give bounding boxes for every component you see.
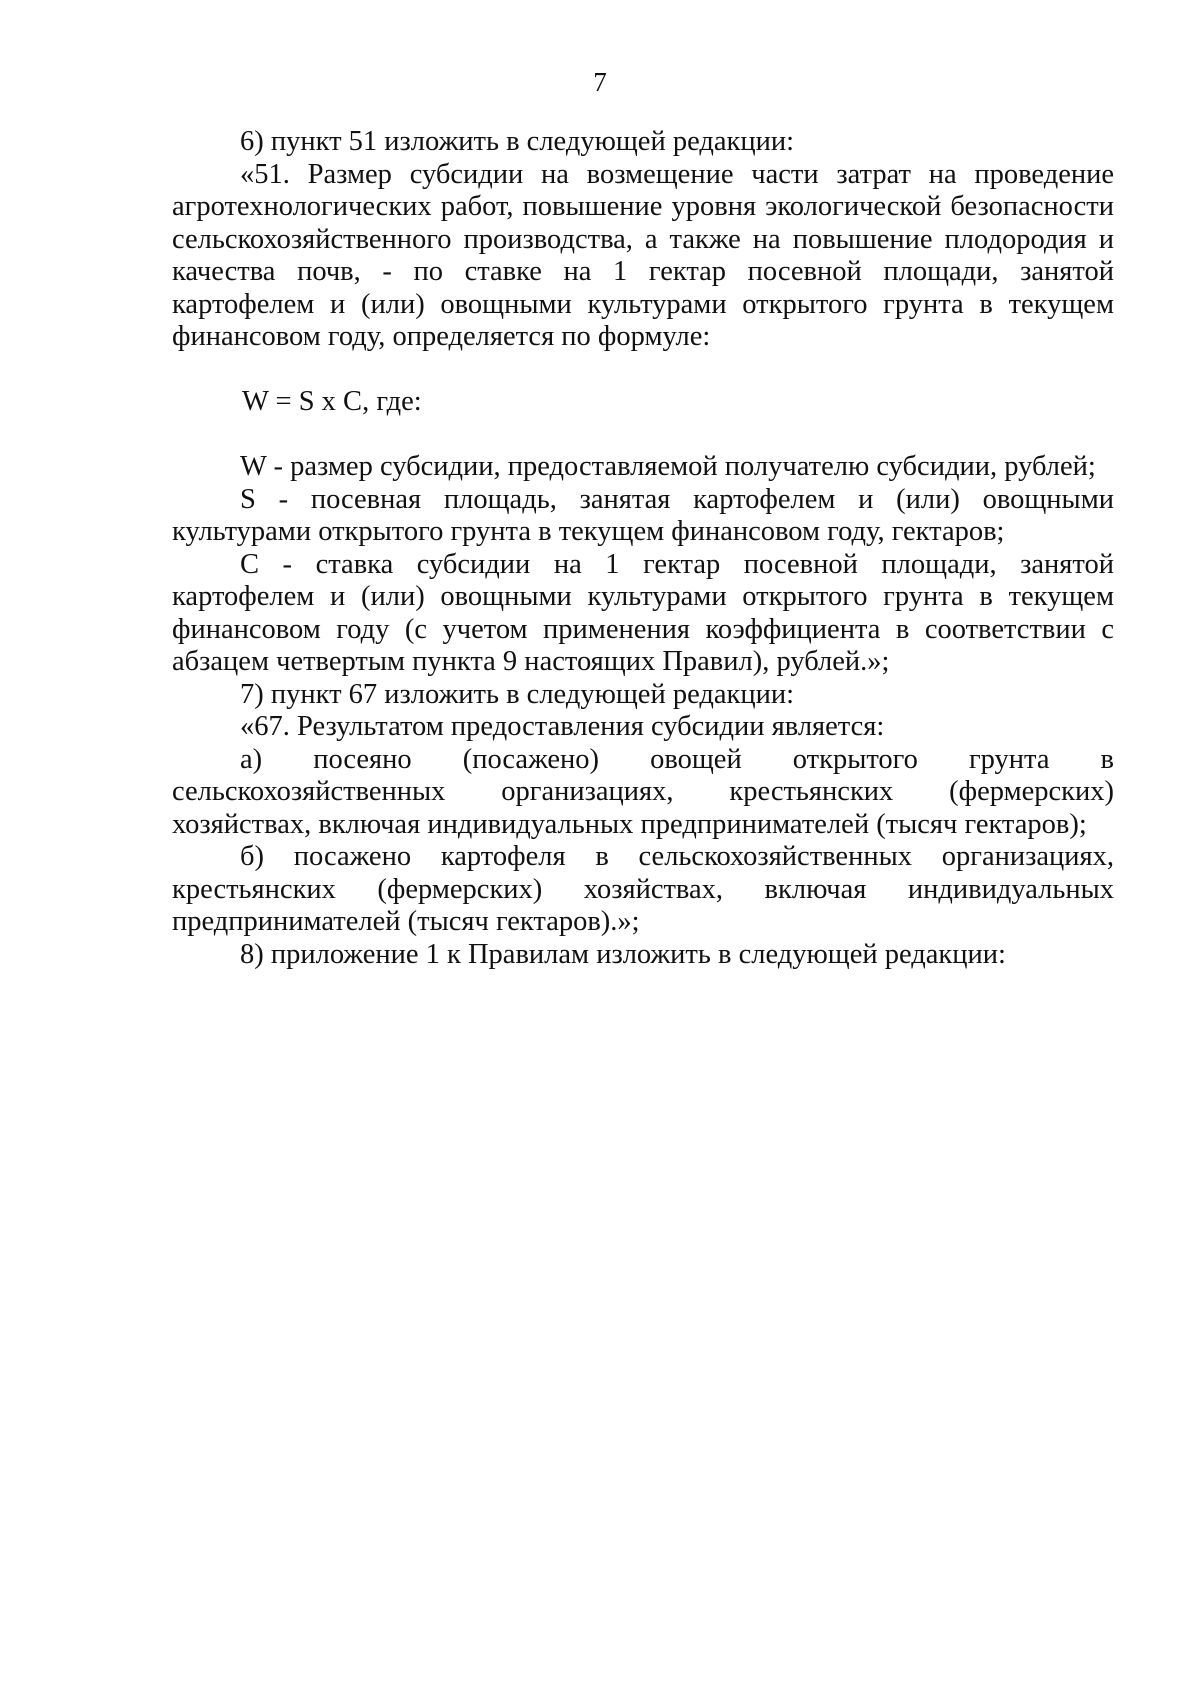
paragraph-clause-51: «51. Размер субсидии на возмещение части затрат на проведение агротехнологических работ, повышение уровня экологической безопасности сельскохозяйственного производства, а также на повышение плодородия и качества почв, - по ставке на 1 гектар посевной площади, занятой картофелем и (или) овощными культурами открытого грунта в текущем финансовом году, определяется по формуле: <box>172 158 1114 352</box>
paragraph-item-6: 6) пункт 51 изложить в следующей редакции: <box>240 126 795 157</box>
page-number: 7 <box>593 67 607 97</box>
definition-w: W - размер субсидии, предоставляемой получателю субсидии, рублей; <box>240 451 1096 482</box>
formula: W = S x C, где: <box>242 385 422 417</box>
definition-s: S - посевная площадь, занятая картофелем и (или) овощными культурами открытого грунта в текущем финансовом году, гектаров; <box>172 483 1114 547</box>
paragraph-clause-67-a: а) посеяно (посажено) овощей открытого грунта в сельскохозяйственных организациях, крестьянских (фермерских) хозяйствах, включая индивидуальных предпринимателей (тысяч гектаров); <box>172 743 1114 840</box>
document-body <box>172 126 1114 971</box>
definition-c: C - ставка субсидии на 1 гектар посевной площади, занятой картофелем и (или) овощными культурами открытого грунта в текущем финансовом году (с учетом применения коэффициента в соответствии с абзацем четвертым пункта 9 настоящих Правил), рублей.»; <box>172 548 1114 677</box>
paragraph-item-8: 8) приложение 1 к Правилам изложить в следующей редакции: <box>240 938 1006 970</box>
paragraph-item-7: 7) пункт 67 изложить в следующей редакции: <box>240 678 795 710</box>
paragraph-clause-67: «67. Результатом предоставления субсидии является: <box>240 711 885 742</box>
paragraph-clause-67-b: б) посажено картофеля в сельскохозяйственных организациях, крестьянских (фермерских) хозяйствах, включая индивидуальных предпринимателей (тысяч гектаров).»; <box>172 841 1114 937</box>
